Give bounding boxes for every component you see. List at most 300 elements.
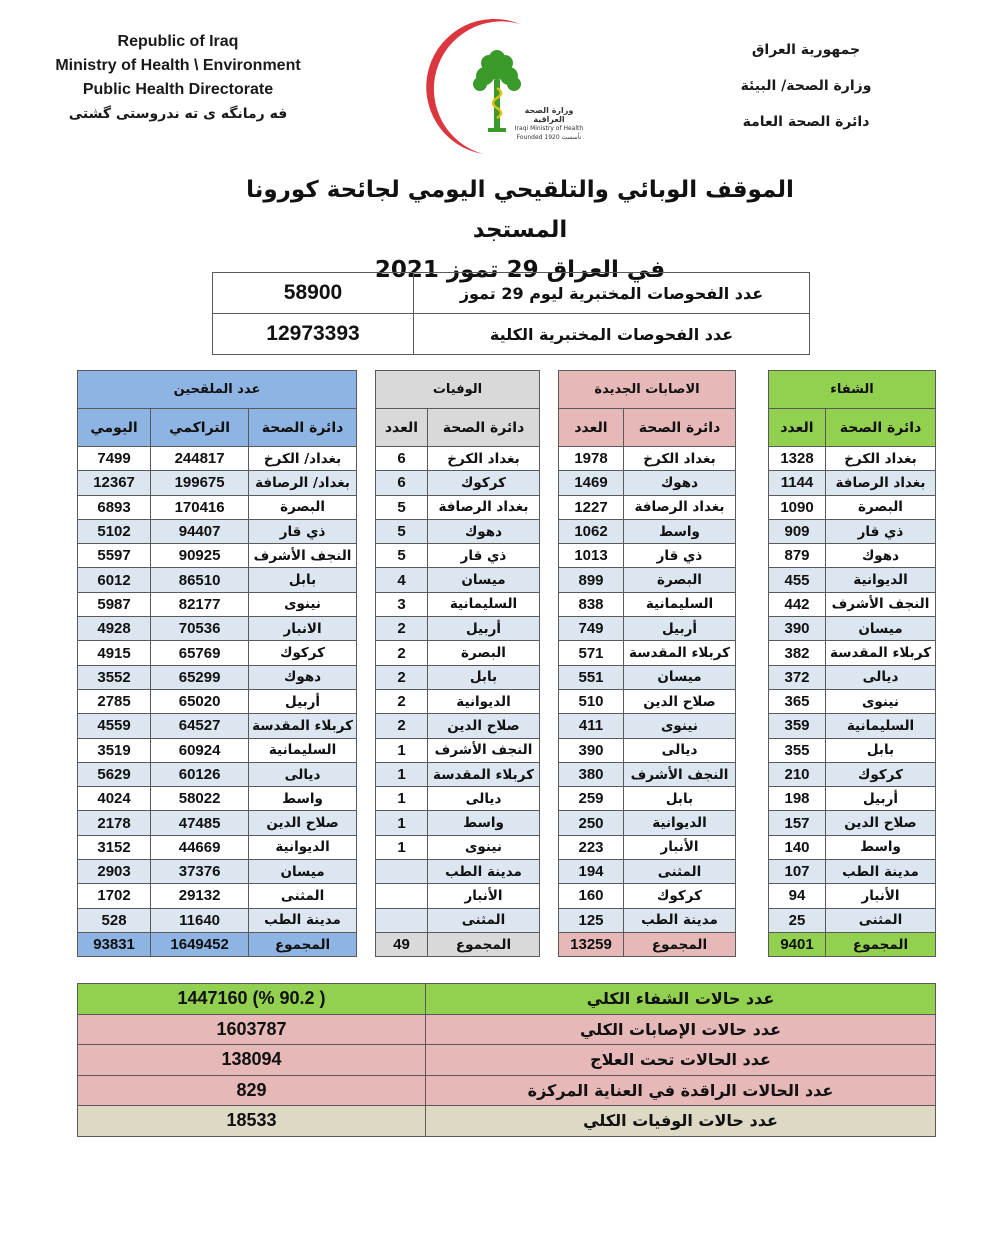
- vaccination-row-dept: مدينة الطب: [249, 908, 357, 932]
- vaccination-row-cumulative: 37376: [151, 860, 249, 884]
- cases-row-count: 194: [559, 860, 624, 884]
- vaccination-row-cumulative: 65020: [151, 689, 249, 713]
- recovery-row-dept: البصرة: [826, 495, 936, 519]
- recovery-row-count: 390: [769, 617, 826, 641]
- vaccination-row-daily: 5102: [78, 519, 151, 543]
- cases-row-dept: نينوى: [624, 714, 736, 738]
- vaccination-row-cumulative: 60126: [151, 762, 249, 786]
- recovery-row: [769, 835, 936, 859]
- cases-row-dept: المثنى: [624, 860, 736, 884]
- vaccination-row: [78, 714, 357, 738]
- recovery-row-dept: مدينة الطب: [826, 860, 936, 884]
- summary-value: 829: [78, 1075, 426, 1106]
- vaccination-row-cumulative: 64527: [151, 714, 249, 738]
- summary-value: 138094: [78, 1045, 426, 1076]
- cases-total-label: المجموع: [624, 932, 736, 956]
- deaths-row-dept: ديالى: [428, 787, 540, 811]
- deaths-row-count: 3: [376, 592, 428, 616]
- vaccination-row-daily: 6893: [78, 495, 151, 519]
- deaths-row: [376, 544, 540, 568]
- deaths-row-count: 4: [376, 568, 428, 592]
- cases-row: [559, 811, 736, 835]
- vaccination-row-dept: ذي قار: [249, 519, 357, 543]
- vaccination-row-cumulative: 60924: [151, 738, 249, 762]
- daily-tests-value: 58900: [213, 273, 414, 314]
- vaccination-row-cumulative: 82177: [151, 592, 249, 616]
- cases-row-dept: ميسان: [624, 665, 736, 689]
- vaccination-total-label: المجموع: [249, 932, 357, 956]
- cases-row-count: 411: [559, 714, 624, 738]
- vaccination-row-dept: نينوى: [249, 592, 357, 616]
- header-arabic: [726, 32, 886, 140]
- vaccination-row-daily: 2178: [78, 811, 151, 835]
- vaccination-total-cumulative: 1649452: [151, 932, 249, 956]
- daily-tests-label: عدد الفحوصات المختبرية ليوم 29 تموز: [414, 273, 810, 314]
- vaccination-row-daily: 12367: [78, 471, 151, 495]
- recovery-total-label: المجموع: [826, 932, 936, 956]
- summary-label: عدد الحالات تحت العلاج: [426, 1045, 936, 1076]
- recovery-row-dept: دهوك: [826, 544, 936, 568]
- vaccination-row-daily: 4915: [78, 641, 151, 665]
- recovery-row: [769, 811, 936, 835]
- recovery-row-dept: السليمانية: [826, 714, 936, 738]
- recovery-row-count: 359: [769, 714, 826, 738]
- vaccination-row-dept: المثنى: [249, 884, 357, 908]
- recovery-row-count: 25: [769, 908, 826, 932]
- recovery-row-count: 372: [769, 665, 826, 689]
- summary-row: [78, 1045, 936, 1076]
- deaths-row: [376, 884, 540, 908]
- vaccination-row-cumulative: 90925: [151, 544, 249, 568]
- header-ar-directorate: دائرة الصحة العامة: [742, 114, 870, 130]
- deaths-row-dept: السليمانية: [428, 592, 540, 616]
- vaccination-row: [78, 471, 357, 495]
- vaccination-row-daily: 5629: [78, 762, 151, 786]
- recovery-row: [769, 738, 936, 762]
- vaccination-row-dept: بابل: [249, 568, 357, 592]
- vaccination-row-cumulative: 44669: [151, 835, 249, 859]
- total-tests-value: 12973393: [213, 314, 414, 355]
- recovery-col-dept: دائرة الصحة: [826, 409, 936, 447]
- recovery-row: [769, 568, 936, 592]
- recovery-row-count: 879: [769, 544, 826, 568]
- cases-row: [559, 738, 736, 762]
- recovery-row-dept: واسط: [826, 835, 936, 859]
- summary-table: [77, 983, 936, 1137]
- recovery-row-count: 140: [769, 835, 826, 859]
- vaccination-row-cumulative: 29132: [151, 884, 249, 908]
- vaccination-row-dept: الديوانية: [249, 835, 357, 859]
- cases-row-dept: السليمانية: [624, 592, 736, 616]
- summary-row: [78, 984, 936, 1015]
- recovery-title: الشفاء: [769, 371, 936, 409]
- cases-row-count: 838: [559, 592, 624, 616]
- vaccination-row-dept: كربلاء المقدسة: [249, 714, 357, 738]
- deaths-row: [376, 568, 540, 592]
- cases-row: [559, 860, 736, 884]
- summary-label: عدد حالات الإصابات الكلي: [426, 1014, 936, 1045]
- cases-row-count: 223: [559, 835, 624, 859]
- cases-row-count: 1978: [559, 447, 624, 471]
- vaccination-row-daily: 2785: [78, 689, 151, 713]
- vaccination-row-dept: ميسان: [249, 860, 357, 884]
- header-english: [38, 30, 318, 126]
- cases-row-dept: البصرة: [624, 568, 736, 592]
- logo-founded: Founded 1920 تأسست: [516, 134, 582, 141]
- vaccination-row-dept: السليمانية: [249, 738, 357, 762]
- summary-row: [78, 1075, 936, 1106]
- cases-row-dept: بابل: [624, 787, 736, 811]
- deaths-row-dept: واسط: [428, 811, 540, 835]
- vaccination-row-dept: واسط: [249, 787, 357, 811]
- vaccination-row-cumulative: 47485: [151, 811, 249, 835]
- deaths-row: [376, 787, 540, 811]
- cases-row-count: 259: [559, 787, 624, 811]
- cases-row-count: 160: [559, 884, 624, 908]
- deaths-row: [376, 495, 540, 519]
- vaccination-row-daily: 3519: [78, 738, 151, 762]
- cases-col-dept: دائرة الصحة: [624, 409, 736, 447]
- header-en-ministry: Ministry of Health \ Environment: [55, 57, 301, 74]
- vaccination-row: [78, 568, 357, 592]
- recovery-row-dept: كركوك: [826, 762, 936, 786]
- cases-row: [559, 665, 736, 689]
- cases-row-count: 1227: [559, 495, 624, 519]
- new-cases-table: [558, 370, 736, 957]
- deaths-table: [375, 370, 540, 957]
- recovery-row-count: 1328: [769, 447, 826, 471]
- vaccination-row-dept: البصرة: [249, 495, 357, 519]
- cases-row-dept: كركوك: [624, 884, 736, 908]
- vaccination-row-cumulative: 58022: [151, 787, 249, 811]
- vaccination-row: [78, 519, 357, 543]
- deaths-row: [376, 908, 540, 932]
- cases-title: الاصابات الجديدة: [559, 371, 736, 409]
- header-en-directorate: Public Health Directorate: [82, 81, 274, 98]
- vaccination-row: [78, 762, 357, 786]
- cases-row-dept: دهوك: [624, 471, 736, 495]
- recovery-row-count: 198: [769, 787, 826, 811]
- vaccination-rows: [78, 447, 357, 933]
- deaths-row-count: 2: [376, 689, 428, 713]
- cases-row: [559, 592, 736, 616]
- deaths-row-dept: نينوى: [428, 835, 540, 859]
- recovery-row: [769, 471, 936, 495]
- cases-row-count: 1469: [559, 471, 624, 495]
- lab-tests-table: [212, 272, 810, 355]
- vaccination-row: [78, 641, 357, 665]
- cases-row: [559, 471, 736, 495]
- recovery-row-count: 107: [769, 860, 826, 884]
- vaccination-row-cumulative: 86510: [151, 568, 249, 592]
- cases-row-dept: صلاح الدين: [624, 689, 736, 713]
- summary-label: عدد الحالات الراقدة في العناية المركزة: [426, 1075, 936, 1106]
- recovery-row-dept: كربلاء المقدسة: [826, 641, 936, 665]
- ministry-logo: [425, 18, 585, 158]
- deaths-row-dept: ذي قار: [428, 544, 540, 568]
- recovery-row: [769, 592, 936, 616]
- cases-row-count: 551: [559, 665, 624, 689]
- vaccination-row-daily: 3552: [78, 665, 151, 689]
- recovery-row: [769, 641, 936, 665]
- deaths-title: الوفيات: [376, 371, 540, 409]
- vaccination-row-dept: صلاح الدين: [249, 811, 357, 835]
- deaths-row: [376, 714, 540, 738]
- cases-rows: [559, 447, 736, 933]
- cases-row-dept: الديوانية: [624, 811, 736, 835]
- vaccination-row: [78, 689, 357, 713]
- summary-label: عدد حالات الوفيات الكلي: [426, 1106, 936, 1137]
- recovery-row-dept: الديوانية: [826, 568, 936, 592]
- recovery-row-count: 365: [769, 689, 826, 713]
- deaths-row-count: 5: [376, 495, 428, 519]
- deaths-row-count: 5: [376, 519, 428, 543]
- vaccination-col-daily: اليومي: [78, 409, 151, 447]
- vaccination-row-cumulative: 11640: [151, 908, 249, 932]
- deaths-row-count: [376, 884, 428, 908]
- cases-row: [559, 568, 736, 592]
- vaccination-row-daily: 528: [78, 908, 151, 932]
- deaths-row: [376, 811, 540, 835]
- recovery-row: [769, 665, 936, 689]
- total-tests-row: [213, 314, 810, 355]
- recovery-row-dept: المثنى: [826, 908, 936, 932]
- vaccination-row-cumulative: 65769: [151, 641, 249, 665]
- vaccination-title: عدد الملقحين: [78, 371, 357, 409]
- deaths-row-dept: دهوك: [428, 519, 540, 543]
- recovery-row-count: 210: [769, 762, 826, 786]
- vaccination-row-daily: 4559: [78, 714, 151, 738]
- vaccination-row: [78, 811, 357, 835]
- cases-row: [559, 519, 736, 543]
- deaths-row-dept: المثنى: [428, 908, 540, 932]
- deaths-row-count: 2: [376, 714, 428, 738]
- vaccination-row-daily: 4024: [78, 787, 151, 811]
- cases-row: [559, 884, 736, 908]
- recovery-row: [769, 689, 936, 713]
- summary-value: 18533: [78, 1106, 426, 1137]
- recovery-row: [769, 908, 936, 932]
- recovery-row-count: 94: [769, 884, 826, 908]
- deaths-row-count: 1: [376, 738, 428, 762]
- deaths-row: [376, 447, 540, 471]
- cases-row: [559, 617, 736, 641]
- header-ar-ministry: وزارة الصحة/ البيئة: [740, 78, 872, 94]
- vaccination-row: [78, 665, 357, 689]
- deaths-row-count: 1: [376, 762, 428, 786]
- cases-row-dept: كربلاء المقدسة: [624, 641, 736, 665]
- vaccination-row: [78, 447, 357, 471]
- cases-row: [559, 447, 736, 471]
- cases-row: [559, 762, 736, 786]
- deaths-row-dept: كربلاء المقدسة: [428, 762, 540, 786]
- cases-row-count: 380: [559, 762, 624, 786]
- cases-row-count: 1062: [559, 519, 624, 543]
- deaths-rows: [376, 447, 540, 933]
- deaths-row: [376, 860, 540, 884]
- recovery-col-count: العدد: [769, 409, 826, 447]
- cases-row-dept: بغداد الكرخ: [624, 447, 736, 471]
- cases-row-dept: ذي قار: [624, 544, 736, 568]
- vaccination-row-cumulative: 170416: [151, 495, 249, 519]
- vaccination-row-cumulative: 94407: [151, 519, 249, 543]
- recovery-row-dept: نينوى: [826, 689, 936, 713]
- recovery-row: [769, 447, 936, 471]
- recovery-row: [769, 860, 936, 884]
- cases-row: [559, 714, 736, 738]
- deaths-total-value: 49: [376, 932, 428, 956]
- vaccination-row-dept: كركوك: [249, 641, 357, 665]
- cases-row: [559, 835, 736, 859]
- logo-name-en: Iraqi Ministry of Health: [514, 125, 584, 132]
- recovery-rows: [769, 447, 936, 933]
- summary-value: 1603787: [78, 1014, 426, 1045]
- deaths-row-dept: الديوانية: [428, 689, 540, 713]
- deaths-row-count: [376, 908, 428, 932]
- cases-row: [559, 689, 736, 713]
- deaths-row-dept: مدينة الطب: [428, 860, 540, 884]
- deaths-row-count: 2: [376, 617, 428, 641]
- vaccination-row-cumulative: 70536: [151, 617, 249, 641]
- recovery-row: [769, 617, 936, 641]
- recovery-row-dept: النجف الأشرف: [826, 592, 936, 616]
- header-ar-country: جمهورية العراق: [751, 42, 861, 58]
- cases-row-dept: النجف الأشرف: [624, 762, 736, 786]
- vaccination-row-cumulative: 244817: [151, 447, 249, 471]
- recovery-row-dept: بغداد الرصافة: [826, 471, 936, 495]
- recovery-row: [769, 519, 936, 543]
- vaccination-row: [78, 787, 357, 811]
- deaths-row-count: 1: [376, 787, 428, 811]
- recovery-row-count: 1090: [769, 495, 826, 519]
- recovery-row-dept: ذي قار: [826, 519, 936, 543]
- vaccination-row-daily: 3152: [78, 835, 151, 859]
- recovery-row-dept: ديالى: [826, 665, 936, 689]
- cases-row-count: 571: [559, 641, 624, 665]
- recovery-row-dept: أربيل: [826, 787, 936, 811]
- vaccination-row-dept: ديالى: [249, 762, 357, 786]
- vaccination-col-cumulative: التراكمي: [151, 409, 249, 447]
- cases-row-count: 510: [559, 689, 624, 713]
- deaths-row-count: 1: [376, 811, 428, 835]
- summary-rows: [78, 984, 936, 1137]
- deaths-row: [376, 835, 540, 859]
- cases-row-count: 1013: [559, 544, 624, 568]
- logo-caption: [510, 106, 588, 142]
- vaccination-col-dept: دائرة الصحة: [249, 409, 357, 447]
- vaccination-row: [78, 544, 357, 568]
- cases-row: [559, 641, 736, 665]
- deaths-row-count: 5: [376, 544, 428, 568]
- recovery-row-count: 909: [769, 519, 826, 543]
- recovery-row: [769, 714, 936, 738]
- summary-row: [78, 1106, 936, 1137]
- cases-row-count: 125: [559, 908, 624, 932]
- recovery-table: [768, 370, 936, 957]
- vaccination-row-daily: 4928: [78, 617, 151, 641]
- deaths-row: [376, 665, 540, 689]
- deaths-row-dept: النجف الأشرف: [428, 738, 540, 762]
- vaccination-row-dept: دهوك: [249, 665, 357, 689]
- deaths-row-count: 2: [376, 665, 428, 689]
- cases-row-dept: واسط: [624, 519, 736, 543]
- summary-row: [78, 1014, 936, 1045]
- cases-row-count: 390: [559, 738, 624, 762]
- cases-row-count: 749: [559, 617, 624, 641]
- cases-row: [559, 495, 736, 519]
- recovery-total-value: 9401: [769, 932, 826, 956]
- deaths-row: [376, 617, 540, 641]
- cases-row-dept: بغداد الرصافة: [624, 495, 736, 519]
- cases-row-count: 250: [559, 811, 624, 835]
- cases-row: [559, 908, 736, 932]
- deaths-row-count: 2: [376, 641, 428, 665]
- deaths-row: [376, 519, 540, 543]
- cases-row-dept: ديالى: [624, 738, 736, 762]
- vaccination-row-daily: 1702: [78, 884, 151, 908]
- vaccination-row: [78, 592, 357, 616]
- vaccination-row: [78, 617, 357, 641]
- vaccination-row: [78, 908, 357, 932]
- deaths-row: [376, 471, 540, 495]
- recovery-row-count: 382: [769, 641, 826, 665]
- vaccination-row: [78, 495, 357, 519]
- deaths-total-label: المجموع: [428, 932, 540, 956]
- vaccination-row-cumulative: 199675: [151, 471, 249, 495]
- deaths-row-dept: صلاح الدين: [428, 714, 540, 738]
- deaths-row-count: 1: [376, 835, 428, 859]
- vaccination-row-dept: بغداد/ الكرخ: [249, 447, 357, 471]
- vaccination-row: [78, 860, 357, 884]
- deaths-row-dept: الأنبار: [428, 884, 540, 908]
- deaths-col-count: العدد: [376, 409, 428, 447]
- vaccination-row-daily: 6012: [78, 568, 151, 592]
- recovery-row-dept: بغداد الكرخ: [826, 447, 936, 471]
- cases-row: [559, 544, 736, 568]
- vaccination-row-cumulative: 65299: [151, 665, 249, 689]
- cases-row-dept: مدينة الطب: [624, 908, 736, 932]
- summary-label: عدد حالات الشفاء الكلي: [426, 984, 936, 1015]
- header-kurdish-directorate: فه رمانگه ی ته ندروستی گشتی: [68, 106, 288, 122]
- vaccination-row-daily: 5597: [78, 544, 151, 568]
- deaths-row-dept: ميسان: [428, 568, 540, 592]
- vaccination-row-dept: النجف الأشرف: [249, 544, 357, 568]
- recovery-row-dept: ميسان: [826, 617, 936, 641]
- vaccination-row-daily: 2903: [78, 860, 151, 884]
- daily-tests-row: [213, 273, 810, 314]
- cases-col-count: العدد: [559, 409, 624, 447]
- summary-value: 1447160 (% 90.2 ): [78, 984, 426, 1015]
- deaths-row: [376, 689, 540, 713]
- vaccination-row-daily: 5987: [78, 592, 151, 616]
- vaccination-row-dept: بغداد/ الرصافة: [249, 471, 357, 495]
- recovery-row-count: 355: [769, 738, 826, 762]
- deaths-col-dept: دائرة الصحة: [428, 409, 540, 447]
- recovery-row-dept: صلاح الدين: [826, 811, 936, 835]
- recovery-row: [769, 884, 936, 908]
- cases-total-value: 13259: [559, 932, 624, 956]
- vaccination-row-daily: 7499: [78, 447, 151, 471]
- vaccination-table: [77, 370, 357, 957]
- recovery-row-count: 455: [769, 568, 826, 592]
- header-en-country: Republic of Iraq: [117, 33, 239, 50]
- cases-row-count: 899: [559, 568, 624, 592]
- recovery-row-dept: بابل: [826, 738, 936, 762]
- deaths-row: [376, 762, 540, 786]
- deaths-row-dept: بغداد الرصافة: [428, 495, 540, 519]
- deaths-row-count: 6: [376, 471, 428, 495]
- vaccination-row: [78, 835, 357, 859]
